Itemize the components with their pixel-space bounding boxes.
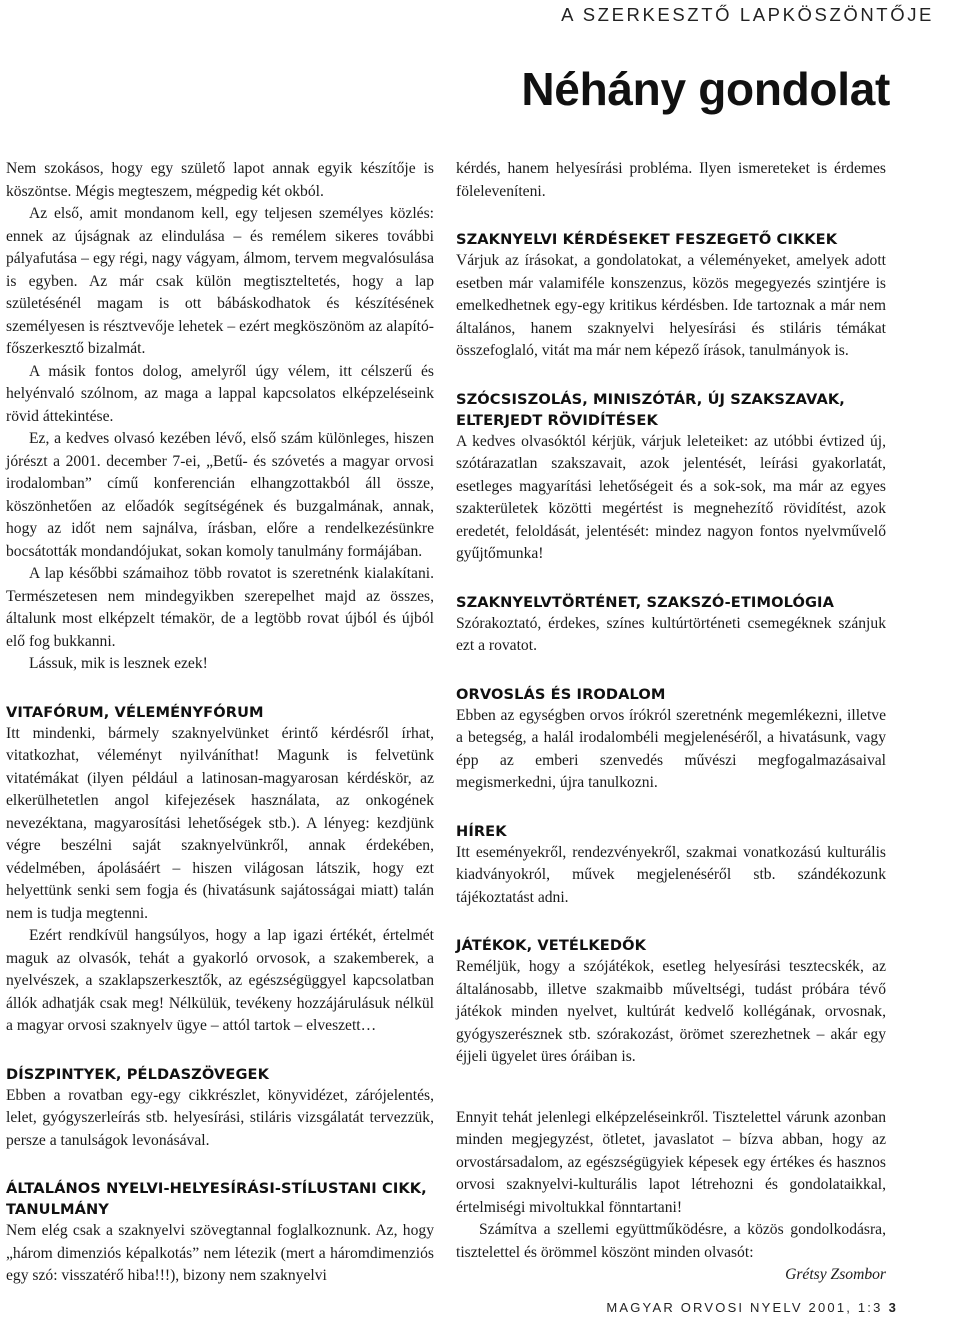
section-heading: SZÓCSISZOLÁS, MINISZÓTÁR, ÚJ SZAKSZAVAK, ELTERJEDT RÖVIDÍTÉSEK: [456, 390, 845, 429]
paragraph: Ennyit tehát jelenlegi elképzeléseinkről. Tisztelettel várunk azonban minden megjegyzést, ötletet, javaslatot – bízva abban, hogy az orvostársadalom, az egészségügyiek képesek egy értékes és hasznos orvosi szaknyelvi-kulturális lapot létrehozni és gondolataikkal, értelmiségi mivoltukkal fönntartani!: [456, 1108, 886, 1216]
section-heading: SZAKNYELVI KÉRDÉSEKET FESZEGETŐ CIKKEK: [456, 231, 838, 248]
paragraph: Várjuk az írásokat, a gondolatokat, a véleményeket, amelyek adott esetben már valamiféle konszenzus, közös megegyezés szintjére is emelkedhetnek egy-egy kritikus kérdésben. Ide tartoznak a már nem általános, hanem szaknyelvi helyesírási és stiláris témákat összefoglaló, vitát ma már nem képező írások, tanulmányok is.: [456, 252, 886, 359]
paragraph: Reméljük, hogy a szójátékok, esetleg helyesírási tesztecskék, az általánosabb, illetve szakmaibb műveltségi, tudást próbára tévő játékok minden nyelvet, kultúrát kedvelő kollégának, orvosnak, gyógyszerésznek stb. szórakozást, örömet szerezhetnek – akár egy éjjeli ügyelet üres óráiban is.: [456, 958, 886, 1065]
paragraph: Ez, a kedves olvasó kezében lévő, első szám különleges, hiszen jórészt a 2001. december 7-ei, „Betű- és szóvetés a magyar orvosi irodalomban” című konferencián elhangzottakból áll össze, köszönhetően az előadók segítségének és buzgalmának, annak, hogy az időt nem sajnálva, írásban, előre a rendelkezésünkre bocsátották mondandójukat, sokan komoly tanulmány formájában.: [6, 430, 434, 560]
section-kicker: A SZERKESZTŐ LAPKÖSZÖNTŐJE: [561, 4, 934, 25]
paragraph: A másik fontos dolog, amelyről úgy vélem, itt célszerű és helyénvaló szólnom, az maga a lappal kapcsolatos elképzeléseink rövid áttekintése.: [6, 362, 434, 425]
paragraph: A lap későbbi számaihoz több rovatot is szeretnénk kialakítani. Természetesen nem mindegyikben szerepelhet majd az összes, általunk most elképzelt témakör, de a legtöbb rovat újból és újból elő fog bukkanni.: [6, 565, 434, 650]
section-heading: HÍREK: [456, 822, 507, 840]
paragraph: Ezért rendkívül hangsúlyos, hogy a lap igazi értékét, értelmét maguk az olvasók, tehát a gyakorló orvosok, a szakemberek, a nyelvészek, a szaklapszerkesztők, az egészségüggyel kapcsolatban állók adhatják csak meg! Nélkülük, tevékeny hozzájárulásuk nélkül a magyar orvosi szaknyelv ügye – attól tartok – elveszett…: [6, 927, 434, 1034]
paragraph: kérdés, hanem helyesírási probléma. Ilyen ismereteket is érdemes föleleveníteni.: [456, 160, 886, 200]
paragraph: A kedves olvasóktól kérjük, várjuk leleteiket: az utóbbi évtized új, szótárazatlan szakszavait, azok jelentését, leírási gyakorlatát, esetleges magyarítási lehetőségeit és a sok-sok, ma már az egyes szakterületek közötti megértést is megnehezítő rövidítést, azok eredetét, feloldását, jelentését: mindez nagyon fontos nyelvművelő gyűjtőmunka!: [456, 432, 886, 562]
section-heading: VITAFÓRUM, VÉLEMÉNYFÓRUM: [6, 703, 264, 721]
paragraph: Az első, amit mondanom kell, egy teljesen személyes közlés: ennek az újságnak az elindulása – és remélem sikeres további pályafutása – egy régi, nagy vágyam, álmom, tervem megvalósulása is egyben. Az már csak külön megtiszteltetés, hogy a lap születésénél magam is ott bábáskodhatok és készítésének személyesen is résztvevője lehetek – ezért megköszönöm az alapító-főszerkesztő bizalmát.: [6, 205, 434, 357]
paragraph: Számítva a szellemi együttműködésre, a közös gondolkodásra, tisztelettel és örömmel köszönt minden olvasót:: [456, 1221, 886, 1261]
left-column: [6, 158, 434, 1288]
journal-citation: MAGYAR ORVOSI NYELV 2001, 1:3: [606, 1300, 883, 1315]
section-heading: SZAKNYELVTÖRTÉNET, SZAKSZÓ-ETIMOLÓGIA: [456, 593, 834, 611]
section-heading: ORVOSLÁS ÉS IRODALOM: [456, 685, 666, 703]
paragraph: Itt mindenki, bármely szaknyelvünket érintő kérdésről írhat, vitatkozhat, véleményt nyilváníthat! Magunk is felvetünk vitatémákat (ilyen például a latinosan-magyarosan kérdéskör, az elkerülhetetlen angol kifejezések használata, az onkogének nevezéktana, magyarosítási lehetőségek stb.). A lényeg: kezdjünk végre beszélni saját szaknyelvünkről, annak érdekében, védelmében, ápolásáért – hiszen világosan látszik, hogy ezt helyettünk senki sem fogja és (hivatásunk sajátosságai miatt) talán nem is tudja megtenni.: [6, 724, 434, 922]
paragraph: Nem elég csak a szaknyelvi szövegtannal foglalkoznunk. Az, hogy „három dimenziós képalkotás” nem létezik (mert a háromdimenziós egy szó: visszatérő hiba!!!), bizony nem szaknyelvi: [6, 1222, 434, 1284]
paragraph: Szórakoztató, érdekes, színes kultúrtörténeti csemegéknek szánjuk ezt a rovatot.: [456, 614, 886, 654]
section-heading: JÁTÉKOK, VETÉLKEDŐK: [456, 937, 647, 954]
paragraph: Lássuk, mik is lesznek ezek!: [29, 655, 208, 672]
paragraph: Ebben az egységben orvos írókról szeretnénk megemlékezni, illetve a betegség, a halál irodalombéli megjelenéséről, a hivatásunk, vagy épp az emberi szenvedés művészi megfogalmazásaival megismerkedni, újra tanulkozni.: [456, 706, 886, 791]
section-heading: DÍSZPINTYEK, PÉLDASZÖVEGEK: [6, 1065, 269, 1083]
paragraph: Itt eseményekről, rendezvényekről, szakmai vonatkozású kulturális kiadványokról, művek megjelenéséről stb. szándékozunk tájékoztatást adni.: [456, 843, 886, 906]
page-footer: [606, 1300, 898, 1315]
right-column: [456, 158, 886, 1287]
paragraph: Ebben a rovatban egy-egy cikkrészlet, könyvidézet, zárójelentés, lelet, gyógyszerleírás stb. helyesírási, stiláris vizsgálatát tervezzük, persze a tanulságok levonásával.: [6, 1086, 434, 1149]
paragraph: Nem szokásos, hogy egy születő lapot annak egyik készítője is köszöntse. Mégis megteszem, mégpedig két okból.: [6, 160, 434, 200]
signature: Grétsy Zsombor: [785, 1266, 886, 1283]
section-heading: ÁLTALÁNOS NYELVI-HELYESÍRÁSI-STÍLUSTANI CIKK, TANULMÁNY: [6, 1180, 427, 1218]
page-title: Néhány gondolat: [521, 63, 890, 115]
page-number: 3: [888, 1300, 898, 1315]
